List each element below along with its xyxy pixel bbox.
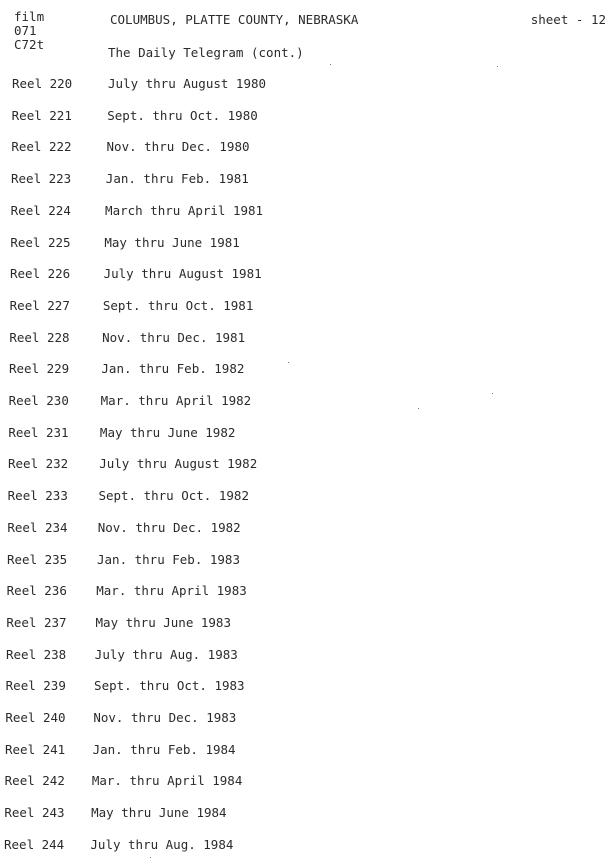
reel-number: Reel 226 xyxy=(10,266,71,282)
reel-number: Reel 225 xyxy=(10,234,71,250)
reel-dates: Jan. thru Feb. 1981 xyxy=(105,171,249,187)
reel-dates: May thru June 1983 xyxy=(95,614,231,630)
reel-row xyxy=(11,203,611,221)
reel-dates: July thru Aug. 1983 xyxy=(94,646,238,662)
reel-row xyxy=(9,330,609,348)
paper-speck xyxy=(288,362,289,363)
reel-row xyxy=(11,171,611,189)
reel-dates: July thru August 1981 xyxy=(103,266,262,282)
reel-number: Reel 220 xyxy=(12,76,73,91)
reel-row xyxy=(5,742,605,760)
reel-dates: Jan. thru Feb. 1982 xyxy=(101,361,245,377)
reel-row xyxy=(4,837,604,855)
reel-dates: May thru June 1982 xyxy=(99,424,236,440)
paper-speck xyxy=(492,393,493,394)
reel-dates: May thru June 1984 xyxy=(91,805,227,821)
reel-dates: July thru August 1980 xyxy=(108,76,267,91)
reel-row xyxy=(5,710,605,728)
reel-dates: Mar. thru April 1983 xyxy=(96,583,247,599)
reel-row xyxy=(6,678,606,696)
reel-number: Reel 240 xyxy=(5,710,66,725)
reel-number: Reel 235 xyxy=(7,551,68,567)
reel-row xyxy=(5,773,605,791)
reel-dates: March thru April 1981 xyxy=(105,202,264,218)
reel-number: Reel 222 xyxy=(11,139,72,155)
reel-dates: July thru Aug. 1984 xyxy=(90,836,234,852)
paper-speck xyxy=(418,408,419,409)
reel-number: Reel 243 xyxy=(4,805,65,821)
reel-number: Reel 229 xyxy=(9,361,70,377)
reel-row xyxy=(8,488,608,506)
reel-row xyxy=(8,456,608,474)
reel-number: Reel 242 xyxy=(4,773,65,789)
reel-row xyxy=(4,805,604,823)
reel-number: Reel 224 xyxy=(10,202,71,218)
reel-row xyxy=(8,425,608,443)
reel-dates: Jan. thru Feb. 1984 xyxy=(92,741,236,757)
reel-row xyxy=(7,520,607,538)
call-number xyxy=(14,10,44,52)
reel-row xyxy=(9,393,609,411)
reel-row xyxy=(12,76,612,94)
reel-row xyxy=(10,298,610,316)
call-number-line: C72t xyxy=(14,37,45,52)
reel-number: Reel 244 xyxy=(4,836,65,852)
paper-speck xyxy=(497,66,498,67)
newspaper-title: The Daily Telegram (cont.) xyxy=(108,45,304,60)
reel-row xyxy=(7,583,607,601)
reel-number: Reel 239 xyxy=(5,678,66,694)
reel-dates: Sept. thru Oct. 1981 xyxy=(102,297,254,313)
reel-row xyxy=(6,647,606,665)
reel-dates: Sept. thru Oct. 1980 xyxy=(107,107,258,123)
reel-row xyxy=(12,108,612,126)
reel-number: Reel 223 xyxy=(11,171,72,187)
reel-row xyxy=(10,266,610,284)
reel-dates: Mar. thru April 1982 xyxy=(100,393,252,408)
reel-dates: Nov. thru Dec. 1981 xyxy=(102,329,246,345)
reel-number: Reel 236 xyxy=(6,583,67,599)
reel-number: Reel 228 xyxy=(9,329,70,345)
sheet-number: sheet - 12 xyxy=(530,12,606,27)
reel-number: Reel 227 xyxy=(9,297,70,313)
reel-dates: Sept. thru Oct. 1983 xyxy=(94,678,245,694)
reel-number: Reel 232 xyxy=(8,456,69,472)
reel-dates: Nov. thru Dec. 1980 xyxy=(106,139,250,155)
reel-dates: Jan. thru Feb. 1983 xyxy=(97,551,240,567)
reel-number: Reel 234 xyxy=(7,519,68,535)
call-number-line: 071 xyxy=(14,23,37,38)
reel-number: Reel 241 xyxy=(5,741,66,757)
reel-row xyxy=(7,552,607,570)
reel-row xyxy=(10,235,610,253)
call-number-line: film xyxy=(14,9,45,24)
reel-number: Reel 238 xyxy=(6,646,67,662)
reel-dates: May thru June 1981 xyxy=(104,234,240,250)
reel-row xyxy=(6,615,606,633)
reel-row xyxy=(11,139,611,157)
reel-number: Reel 231 xyxy=(8,424,69,440)
reel-dates: Mar. thru April 1984 xyxy=(91,773,243,789)
paper-speck xyxy=(150,857,151,858)
reel-number: Reel 237 xyxy=(6,614,67,630)
reel-number: Reel 230 xyxy=(8,393,69,408)
paper-speck xyxy=(330,64,331,65)
place-heading: COLUMBUS, PLATTE COUNTY, NEBRASKA xyxy=(110,12,359,27)
reel-number: Reel 233 xyxy=(7,488,68,504)
reel-dates: July thru August 1982 xyxy=(99,456,258,472)
reel-row xyxy=(9,361,609,379)
reel-dates: Sept. thru Oct. 1982 xyxy=(98,488,249,504)
reel-dates: Nov. thru Dec. 1983 xyxy=(93,710,237,725)
reel-dates: Nov. thru Dec. 1982 xyxy=(97,519,241,535)
reel-number: Reel 221 xyxy=(11,107,72,123)
